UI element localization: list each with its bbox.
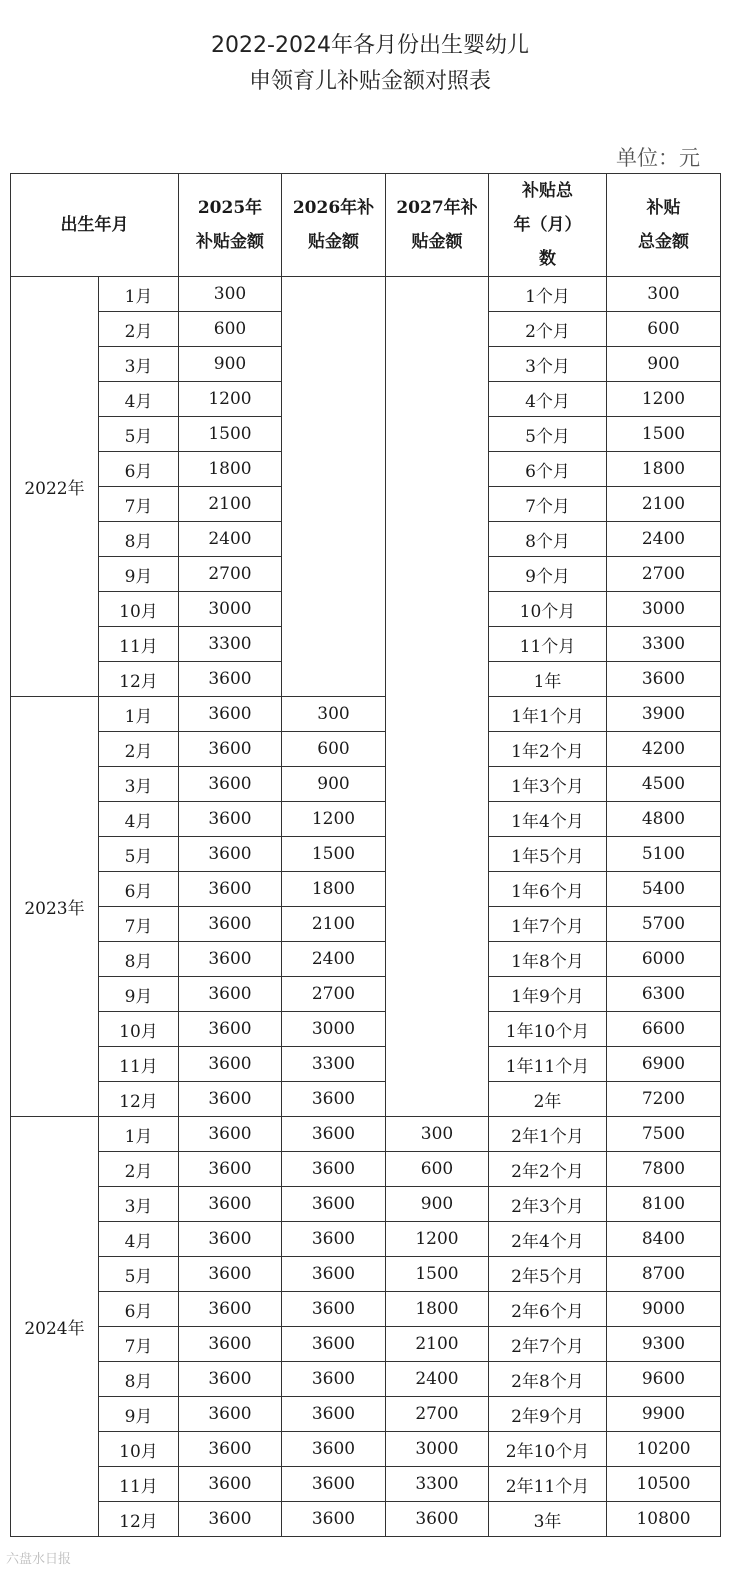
amount-2025-cell: 2700 bbox=[179, 557, 282, 592]
amount-2026-cell: 3600 bbox=[282, 1432, 386, 1467]
amount-2025-cell: 3600 bbox=[179, 1082, 282, 1117]
month-cell: 3月 bbox=[99, 1187, 179, 1222]
month-cell: 10月 bbox=[99, 1012, 179, 1047]
month-cell: 6月 bbox=[99, 452, 179, 487]
total-cell: 3300 bbox=[607, 627, 721, 662]
duration-cell: 1年9个月 bbox=[489, 977, 607, 1012]
table-row bbox=[11, 732, 721, 767]
amount-2026-cell: 3600 bbox=[282, 1082, 386, 1117]
title-line-1: 2022-2024年各月份出生婴幼儿 bbox=[211, 33, 529, 58]
duration-cell: 2年5个月 bbox=[489, 1257, 607, 1292]
amount-2025-cell: 3600 bbox=[179, 1502, 282, 1537]
duration-cell: 1年4个月 bbox=[489, 802, 607, 837]
total-cell: 1500 bbox=[607, 417, 721, 452]
header-2025-line1: 2025年 bbox=[197, 198, 263, 218]
month-cell: 1月 bbox=[99, 277, 179, 312]
subsidy-table bbox=[10, 173, 721, 1537]
month-cell: 12月 bbox=[99, 662, 179, 697]
watermark-logo: 六盘水日报 bbox=[6, 1552, 72, 1567]
amount-2027-cell: 3600 bbox=[386, 1502, 489, 1537]
total-cell: 3000 bbox=[607, 592, 721, 627]
header-2025 bbox=[179, 174, 282, 277]
total-cell: 7200 bbox=[607, 1082, 721, 1117]
duration-cell: 6个月 bbox=[489, 452, 607, 487]
amount-2027-cell: 1500 bbox=[386, 1257, 489, 1292]
amount-2026-cell: 3600 bbox=[282, 1257, 386, 1292]
month-cell: 4月 bbox=[99, 802, 179, 837]
amount-2027-cell: 300 bbox=[386, 1117, 489, 1152]
amount-2025-cell: 3600 bbox=[179, 942, 282, 977]
table-row bbox=[11, 1082, 721, 1117]
amount-2026-cell: 600 bbox=[282, 732, 386, 767]
total-cell: 2700 bbox=[607, 557, 721, 592]
year-cell: 2022年 bbox=[11, 277, 99, 697]
amount-2026-cell: 3000 bbox=[282, 1012, 386, 1047]
duration-cell: 2年 bbox=[489, 1082, 607, 1117]
total-cell: 5400 bbox=[607, 872, 721, 907]
duration-cell: 3年 bbox=[489, 1502, 607, 1537]
table-row bbox=[11, 697, 721, 732]
month-cell: 9月 bbox=[99, 977, 179, 1012]
total-cell: 6900 bbox=[607, 1047, 721, 1082]
month-cell: 2月 bbox=[99, 1152, 179, 1187]
amount-2025-cell: 600 bbox=[179, 312, 282, 347]
total-cell: 4500 bbox=[607, 767, 721, 802]
month-cell: 3月 bbox=[99, 347, 179, 382]
month-cell: 1月 bbox=[99, 697, 179, 732]
table-row bbox=[11, 1012, 721, 1047]
month-cell: 1月 bbox=[99, 1117, 179, 1152]
duration-cell: 10个月 bbox=[489, 592, 607, 627]
total-cell: 5100 bbox=[607, 837, 721, 872]
total-cell: 9000 bbox=[607, 1292, 721, 1327]
amount-2025-cell: 3600 bbox=[179, 1467, 282, 1502]
amount-2025-cell: 3600 bbox=[179, 1397, 282, 1432]
total-cell: 8100 bbox=[607, 1187, 721, 1222]
amount-2025-cell: 3600 bbox=[179, 1292, 282, 1327]
month-cell: 3月 bbox=[99, 767, 179, 802]
unit-label: 单位：元 bbox=[616, 146, 700, 170]
duration-cell: 2年10个月 bbox=[489, 1432, 607, 1467]
amount-2027-cell: 2400 bbox=[386, 1362, 489, 1397]
month-cell: 6月 bbox=[99, 1292, 179, 1327]
title-line-2: 申领育儿补贴金额对照表 bbox=[248, 69, 491, 94]
amount-2025-cell: 3600 bbox=[179, 1012, 282, 1047]
amount-2026-cell: 2400 bbox=[282, 942, 386, 977]
amount-2025-cell: 3600 bbox=[179, 802, 282, 837]
amount-2027-cell: 600 bbox=[386, 1152, 489, 1187]
total-cell: 1200 bbox=[607, 382, 721, 417]
total-cell: 6000 bbox=[607, 942, 721, 977]
amount-2026-cell: 3600 bbox=[282, 1397, 386, 1432]
total-cell: 8400 bbox=[607, 1222, 721, 1257]
duration-cell: 5个月 bbox=[489, 417, 607, 452]
amount-2026-cell: 3600 bbox=[282, 1117, 386, 1152]
amount-2025-cell: 3600 bbox=[179, 1222, 282, 1257]
total-cell: 4200 bbox=[607, 732, 721, 767]
table-row bbox=[11, 1152, 721, 1187]
duration-cell: 1个月 bbox=[489, 277, 607, 312]
month-cell: 5月 bbox=[99, 1257, 179, 1292]
amount-2025-cell: 300 bbox=[179, 277, 282, 312]
month-cell: 6月 bbox=[99, 872, 179, 907]
amount-2027-cell: 3300 bbox=[386, 1467, 489, 1502]
duration-cell: 2年4个月 bbox=[489, 1222, 607, 1257]
total-cell: 900 bbox=[607, 347, 721, 382]
amount-2025-cell: 3600 bbox=[179, 662, 282, 697]
amount-2025-cell: 3600 bbox=[179, 1432, 282, 1467]
header-2026: 2026年补贴金额 bbox=[282, 174, 386, 277]
duration-cell: 2年6个月 bbox=[489, 1292, 607, 1327]
year-cell: 2023年 bbox=[11, 697, 99, 1117]
amount-2025-cell: 3600 bbox=[179, 1152, 282, 1187]
total-cell: 9300 bbox=[607, 1327, 721, 1362]
duration-cell: 2年7个月 bbox=[489, 1327, 607, 1362]
month-cell: 7月 bbox=[99, 1327, 179, 1362]
month-cell: 4月 bbox=[99, 1222, 179, 1257]
table-row bbox=[11, 977, 721, 1012]
amount-2025-cell: 3600 bbox=[179, 907, 282, 942]
amount-2025-cell: 3600 bbox=[179, 872, 282, 907]
amount-2026-cell: 900 bbox=[282, 767, 386, 802]
table-row bbox=[11, 1047, 721, 1082]
duration-cell: 1年6个月 bbox=[489, 872, 607, 907]
month-cell: 2月 bbox=[99, 312, 179, 347]
amount-2025-cell: 3600 bbox=[179, 837, 282, 872]
table-row bbox=[11, 837, 721, 872]
duration-cell: 1年5个月 bbox=[489, 837, 607, 872]
month-cell: 5月 bbox=[99, 837, 179, 872]
table-row bbox=[11, 802, 721, 837]
amount-2025-cell: 3600 bbox=[179, 1187, 282, 1222]
table-row bbox=[11, 1292, 721, 1327]
header-total-line1: 补贴 bbox=[646, 198, 681, 218]
duration-cell: 1年7个月 bbox=[489, 907, 607, 942]
header-birth: 出生年月 bbox=[11, 174, 179, 277]
total-cell: 300 bbox=[607, 277, 721, 312]
total-cell: 9600 bbox=[607, 1362, 721, 1397]
amount-2025-cell: 3600 bbox=[179, 1047, 282, 1082]
header-2027: 2027年补贴金额 bbox=[386, 174, 489, 277]
amount-2026-cell: 3600 bbox=[282, 1152, 386, 1187]
duration-cell: 2年11个月 bbox=[489, 1467, 607, 1502]
month-cell: 7月 bbox=[99, 907, 179, 942]
total-cell: 600 bbox=[607, 312, 721, 347]
amount-2027-cell: 3000 bbox=[386, 1432, 489, 1467]
amount-2025-cell: 3600 bbox=[179, 1257, 282, 1292]
duration-cell: 1年1个月 bbox=[489, 697, 607, 732]
amount-2026-cell: 3600 bbox=[282, 1362, 386, 1397]
amount-2027-cell: 900 bbox=[386, 1187, 489, 1222]
total-cell: 8700 bbox=[607, 1257, 721, 1292]
header-duration-line1: 补贴总 bbox=[522, 181, 573, 201]
total-cell: 2400 bbox=[607, 522, 721, 557]
total-cell: 6600 bbox=[607, 1012, 721, 1047]
month-cell: 10月 bbox=[99, 1432, 179, 1467]
amount-2025-cell: 3300 bbox=[179, 627, 282, 662]
amount-2026-cell: 1800 bbox=[282, 872, 386, 907]
amount-2026-cell: 3300 bbox=[282, 1047, 386, 1082]
amount-2025-cell: 1200 bbox=[179, 382, 282, 417]
total-cell: 5700 bbox=[607, 907, 721, 942]
duration-cell: 2年3个月 bbox=[489, 1187, 607, 1222]
amount-2026-cell: 3600 bbox=[282, 1222, 386, 1257]
duration-cell: 11个月 bbox=[489, 627, 607, 662]
table-row bbox=[11, 872, 721, 907]
table-row bbox=[11, 942, 721, 977]
month-cell: 8月 bbox=[99, 942, 179, 977]
duration-cell: 1年3个月 bbox=[489, 767, 607, 802]
table-row bbox=[11, 1117, 721, 1152]
duration-cell: 1年8个月 bbox=[489, 942, 607, 977]
amount-2026-cell: 2100 bbox=[282, 907, 386, 942]
amount-2026-cell: 3600 bbox=[282, 1467, 386, 1502]
table-row bbox=[11, 1362, 721, 1397]
amount-2027-cell: 2100 bbox=[386, 1327, 489, 1362]
table-row bbox=[11, 277, 721, 312]
amount-2025-cell: 3600 bbox=[179, 697, 282, 732]
duration-cell: 7个月 bbox=[489, 487, 607, 522]
total-cell: 2100 bbox=[607, 487, 721, 522]
amount-2027-cell: 2700 bbox=[386, 1397, 489, 1432]
month-cell: 11月 bbox=[99, 1467, 179, 1502]
amount-2025-cell: 3600 bbox=[179, 732, 282, 767]
amount-2025-cell: 1500 bbox=[179, 417, 282, 452]
amount-2026-cell: 3600 bbox=[282, 1327, 386, 1362]
amount-2025-cell: 3600 bbox=[179, 1327, 282, 1362]
header-2025-line2: 补贴金额 bbox=[196, 232, 264, 252]
table-row bbox=[11, 1327, 721, 1362]
duration-cell: 2年8个月 bbox=[489, 1362, 607, 1397]
table-row bbox=[11, 1467, 721, 1502]
month-cell: 12月 bbox=[99, 1502, 179, 1537]
total-cell: 7500 bbox=[607, 1117, 721, 1152]
month-cell: 9月 bbox=[99, 1397, 179, 1432]
amount-2026-cell: 300 bbox=[282, 697, 386, 732]
amount-2026-cell: 2700 bbox=[282, 977, 386, 1012]
table-row bbox=[11, 1432, 721, 1467]
duration-cell: 1年2个月 bbox=[489, 732, 607, 767]
total-cell: 3600 bbox=[607, 662, 721, 697]
amount-2025-cell: 3600 bbox=[179, 767, 282, 802]
year-cell: 2024年 bbox=[11, 1117, 99, 1537]
amount-2026-cell: 1200 bbox=[282, 802, 386, 837]
month-cell: 2月 bbox=[99, 732, 179, 767]
total-cell: 6300 bbox=[607, 977, 721, 1012]
amount-2026-cell: 3600 bbox=[282, 1187, 386, 1222]
total-cell: 4800 bbox=[607, 802, 721, 837]
amount-2025-cell: 2100 bbox=[179, 487, 282, 522]
table-row bbox=[11, 1257, 721, 1292]
amount-2025-cell: 900 bbox=[179, 347, 282, 382]
amount-2025-cell: 3600 bbox=[179, 977, 282, 1012]
month-cell: 10月 bbox=[99, 592, 179, 627]
duration-cell: 9个月 bbox=[489, 557, 607, 592]
duration-cell: 3个月 bbox=[489, 347, 607, 382]
duration-cell: 2个月 bbox=[489, 312, 607, 347]
duration-cell: 2年9个月 bbox=[489, 1397, 607, 1432]
total-cell: 1800 bbox=[607, 452, 721, 487]
table-row bbox=[11, 767, 721, 802]
total-cell: 10200 bbox=[607, 1432, 721, 1467]
header-total-line2: 总金额 bbox=[638, 232, 689, 252]
duration-cell: 1年11个月 bbox=[489, 1047, 607, 1082]
header-duration-line3: 数 bbox=[539, 249, 556, 269]
amount-2025-cell: 3600 bbox=[179, 1117, 282, 1152]
header-total bbox=[607, 174, 721, 277]
table-row bbox=[11, 1397, 721, 1432]
duration-cell: 2年1个月 bbox=[489, 1117, 607, 1152]
month-cell: 9月 bbox=[99, 557, 179, 592]
amount-2025-cell: 3000 bbox=[179, 592, 282, 627]
month-cell: 11月 bbox=[99, 1047, 179, 1082]
amount-2027-cell: 1200 bbox=[386, 1222, 489, 1257]
month-cell: 7月 bbox=[99, 487, 179, 522]
table-row bbox=[11, 1222, 721, 1257]
duration-cell: 1年 bbox=[489, 662, 607, 697]
header-row bbox=[11, 174, 721, 277]
header-duration bbox=[489, 174, 607, 277]
month-cell: 11月 bbox=[99, 627, 179, 662]
total-cell: 10500 bbox=[607, 1467, 721, 1502]
month-cell: 4月 bbox=[99, 382, 179, 417]
amount-2026-cell: 1500 bbox=[282, 837, 386, 872]
month-cell: 8月 bbox=[99, 522, 179, 557]
table-row bbox=[11, 1187, 721, 1222]
total-cell: 3900 bbox=[607, 697, 721, 732]
amount-2025-cell: 2400 bbox=[179, 522, 282, 557]
table-row bbox=[11, 907, 721, 942]
total-cell: 10800 bbox=[607, 1502, 721, 1537]
amount-2026-cell: 3600 bbox=[282, 1292, 386, 1327]
amount-2026-empty-cell bbox=[282, 277, 386, 697]
month-cell: 12月 bbox=[99, 1082, 179, 1117]
total-cell: 7800 bbox=[607, 1152, 721, 1187]
duration-cell: 2年2个月 bbox=[489, 1152, 607, 1187]
month-cell: 5月 bbox=[99, 417, 179, 452]
amount-2025-cell: 1800 bbox=[179, 452, 282, 487]
duration-cell: 4个月 bbox=[489, 382, 607, 417]
amount-2025-cell: 3600 bbox=[179, 1362, 282, 1397]
amount-2027-cell: 1800 bbox=[386, 1292, 489, 1327]
amount-2026-cell: 3600 bbox=[282, 1502, 386, 1537]
total-cell: 9900 bbox=[607, 1397, 721, 1432]
month-cell: 8月 bbox=[99, 1362, 179, 1397]
amount-2027-empty-cell bbox=[386, 277, 489, 1117]
duration-cell: 1年10个月 bbox=[489, 1012, 607, 1047]
table-row bbox=[11, 1502, 721, 1537]
header-duration-line2: 年（月） bbox=[513, 215, 582, 235]
duration-cell: 8个月 bbox=[489, 522, 607, 557]
